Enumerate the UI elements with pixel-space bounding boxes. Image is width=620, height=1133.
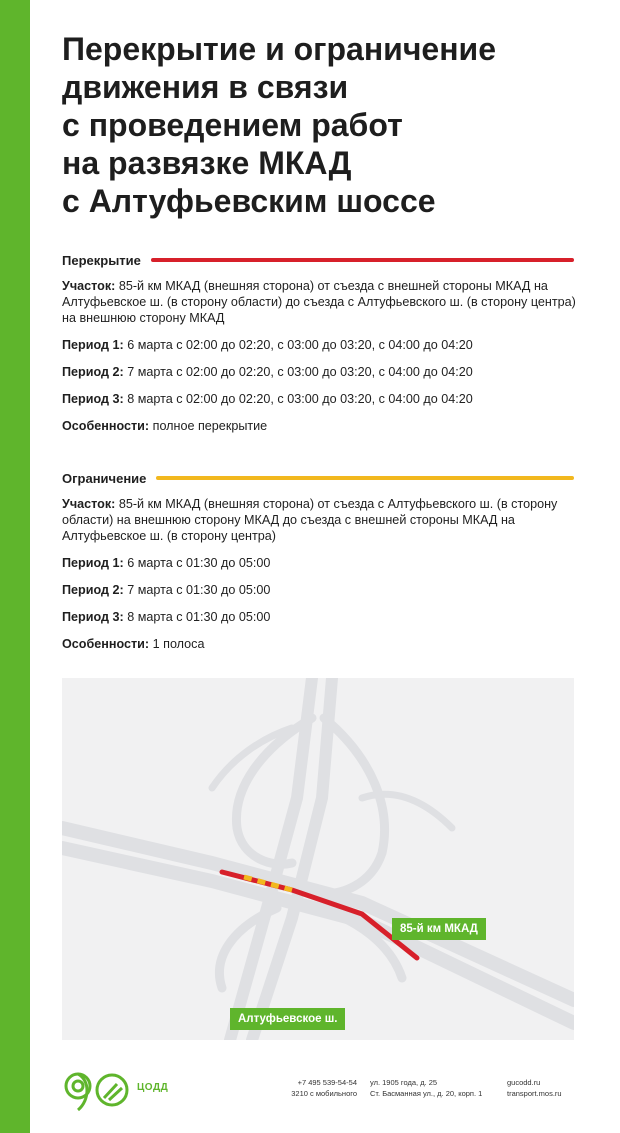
- phone-mobile: 3210 с мобильного: [291, 1089, 357, 1098]
- restriction-heading: [62, 468, 574, 488]
- callout-altufevskoe: Алтуфьевское ш.: [230, 1008, 345, 1030]
- address: Ст. Басманная ул., д. 20, корп. 1: [370, 1089, 483, 1098]
- closure-period: Период 1: 6 марта с 02:00 до 02:20, с 03:00 до 03:20, с 04:00 до 04:20: [62, 338, 473, 352]
- closure-heading-label: Перекрытие: [62, 252, 141, 268]
- closure-period: Период 3: 8 марта с 02:00 до 02:20, с 03:00 до 03:20, с 04:00 до 04:20: [62, 392, 473, 406]
- restriction-period: Период 3: 8 марта с 01:30 до 05:00: [62, 610, 271, 624]
- restriction-features: Особенности: 1 полоса: [62, 637, 205, 651]
- footer-sites: [507, 1077, 562, 1099]
- page-title: [62, 30, 582, 220]
- closure-features: Особенности: полное перекрытие: [62, 419, 268, 433]
- side-accent-bar: [0, 0, 30, 1133]
- callout-mkad: 85-й км МКАД: [392, 918, 486, 940]
- phone: +7 495 539-54-54: [297, 1078, 357, 1087]
- interchange-map: [62, 678, 574, 1040]
- restriction-heading-label: Ограничение: [62, 470, 147, 486]
- logo-text: ЦОДД: [137, 1082, 169, 1093]
- site-link[interactable]: gucodd.ru: [507, 1078, 541, 1087]
- closure-period: Период 2: 7 марта с 02:00 до 02:20, с 03:00 до 03:20, с 04:00 до 04:20: [62, 365, 473, 379]
- title-line: с Алтуфьевским шоссе: [62, 183, 436, 219]
- map-roads: [62, 678, 574, 1040]
- restriction-period: Период 2: 7 марта с 01:30 до 05:00: [62, 583, 271, 597]
- title-line: с проведением работ: [62, 107, 403, 143]
- mkad-road: [62, 848, 574, 1023]
- closure-heading: [62, 250, 574, 270]
- address: ул. 1905 года, д. 25: [370, 1078, 438, 1087]
- restriction-section: Участок: 85-й км МКАД (внешняя сторона) от съезда с Алтуфьевского ш. (в сторону области) на внешнюю сторону МКАД до съезда с внешней стороны МКАД на Алтуфьевское ш. (в сторону центра): [62, 497, 558, 543]
- restriction-period: Период 1: 6 марта с 01:30 до 05:00: [62, 556, 271, 570]
- codd-logo-icon: [62, 1070, 132, 1112]
- closure-divider: [151, 258, 574, 262]
- footer-addresses: [370, 1077, 482, 1099]
- title-line: движения в связи: [62, 69, 349, 105]
- closure-details: [62, 278, 577, 445]
- restriction-details: [62, 496, 577, 663]
- footer: [62, 1066, 577, 1116]
- restriction-divider: [156, 476, 574, 480]
- closure-section: Участок: 85-й км МКАД (внешняя сторона) от съезда с внешней стороны МКАД на Алтуфьевское ш. (в сторону области) до съезда с Алтуфьевского ш. (в сторону центра) на внешнюю сторону МКАД: [62, 279, 576, 325]
- title-line: на развязке МКАД: [62, 145, 352, 181]
- ramp: [362, 794, 452, 828]
- footer-phones: [277, 1077, 357, 1099]
- title-line: Перекрытие и ограничение: [62, 31, 497, 67]
- site-link[interactable]: transport.mos.ru: [507, 1089, 562, 1098]
